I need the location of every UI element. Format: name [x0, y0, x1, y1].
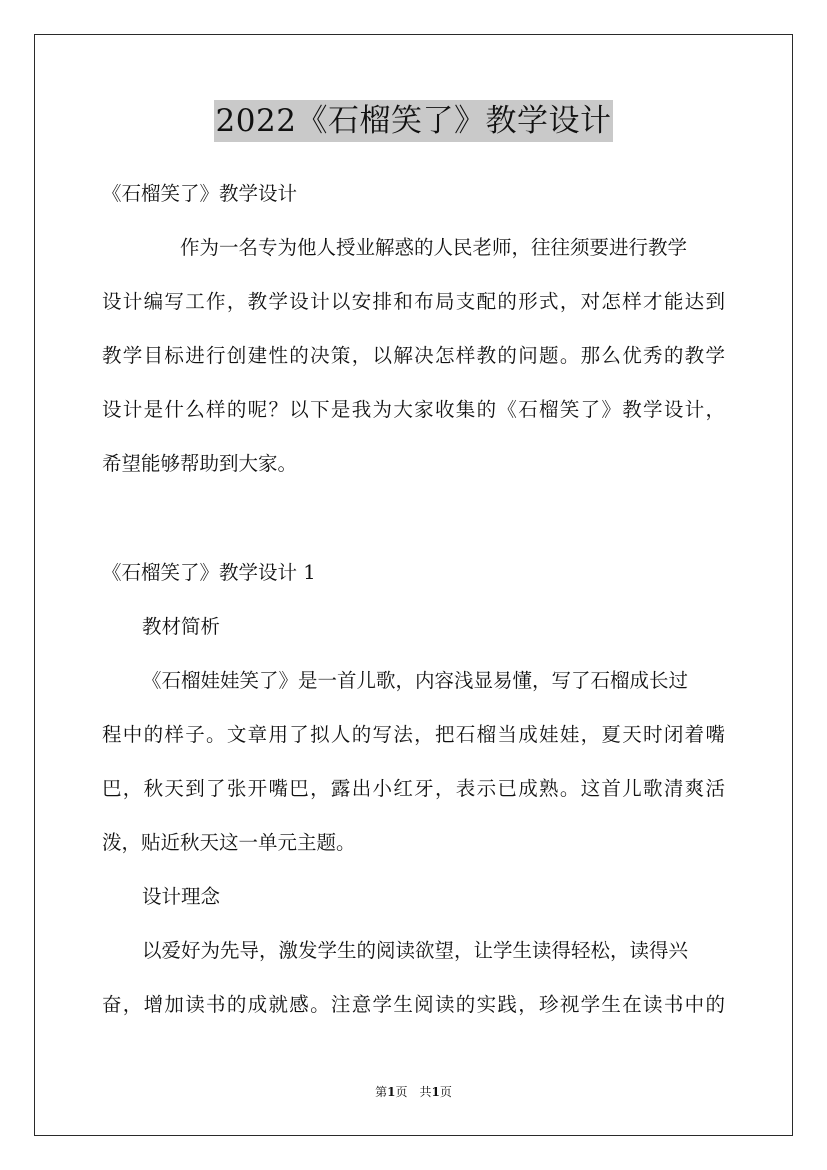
document-title: 2022《石榴笑了》教学设计 — [214, 100, 614, 142]
footer-page-number: 1 — [387, 1085, 396, 1099]
textbook-line-2: 程中的样子。文章用了拟人的写法，把石榴当成娃娃，夏天时闭着嘴 — [102, 723, 725, 746]
intro-line-1: 作为一名专为他人授业解惑的人民老师，往往须要进行教学 — [180, 236, 688, 259]
design-line-1: 以爱好为先导，激发学生的阅读欲望，让学生读得轻松，读得兴 — [142, 939, 689, 962]
intro-line-5: 希望能够帮助到大家。 — [102, 452, 298, 475]
footer-total-pages: 1 — [431, 1085, 440, 1099]
footer-suffix: 页 — [439, 1085, 452, 1099]
document-subtitle: 《石榴笑了》教学设计 — [102, 182, 298, 205]
textbook-line-3: 巴，秋天到了张开嘴巴，露出小红牙，表示已成熟。这首儿歌清爽活 — [102, 777, 725, 800]
footer-mid: 页 共 — [395, 1085, 432, 1099]
design-heading: 设计理念 — [142, 885, 221, 908]
intro-line-2: 设计编写工作，教学设计以安排和布局支配的形式，对怎样才能达到 — [102, 290, 725, 313]
section-heading: 《石榴笑了》教学设计 1 — [102, 561, 316, 584]
intro-line-4: 设计是什么样的呢？以下是我为大家收集的《石榴笑了》教学设计， — [102, 398, 725, 421]
textbook-heading: 教材简析 — [142, 615, 221, 638]
footer-prefix: 第 — [375, 1085, 388, 1099]
design-line-2: 奋，增加读书的成就感。注意学生阅读的实践，珍视学生在读书中的 — [102, 993, 725, 1016]
textbook-line-1: 《石榴娃娃笑了》是一首儿歌，内容浅显易懂，写了石榴成长过 — [142, 669, 689, 692]
title-wrapper — [0, 100, 827, 142]
intro-line-3: 教学目标进行创建性的决策，以解决怎样教的问题。那么优秀的教学 — [102, 344, 725, 367]
page-footer — [0, 1084, 827, 1100]
textbook-line-4: 泼，贴近秋天这一单元主题。 — [102, 831, 356, 854]
